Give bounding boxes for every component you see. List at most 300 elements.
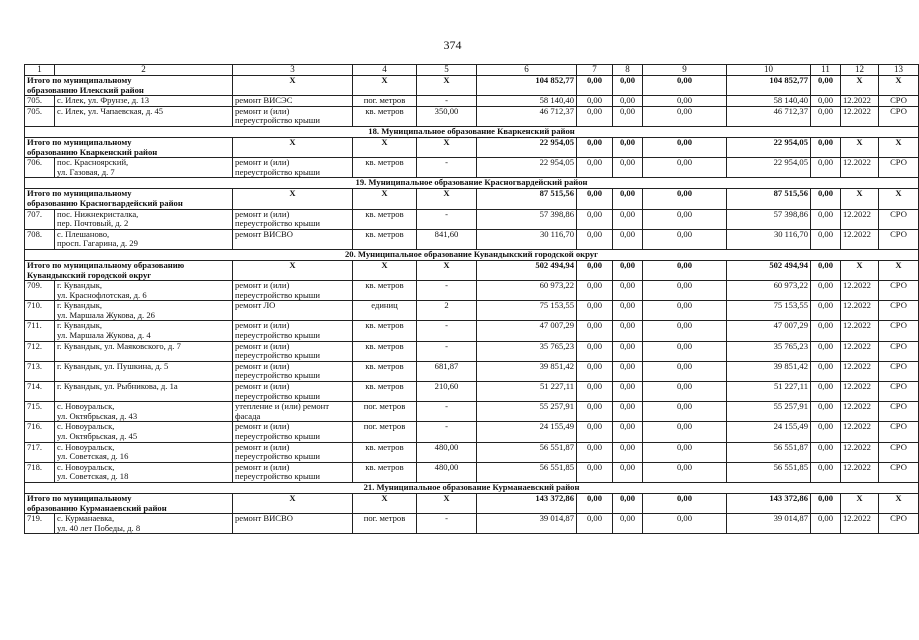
work-type-cell: ремонт ЛО bbox=[233, 301, 353, 321]
row-number-cell: 714. bbox=[25, 382, 55, 402]
table-cell: 35 765,23 bbox=[727, 341, 811, 361]
subtotal-cell: 0,00 bbox=[643, 137, 727, 157]
column-number-cell: 9 bbox=[643, 65, 727, 76]
subtotal-cell: 0,00 bbox=[613, 260, 643, 280]
table-cell: кв. метров bbox=[353, 382, 417, 402]
table-cell: 0,00 bbox=[613, 96, 643, 107]
address-cell: с. Илек, ул. Фрунзе, д. 13 bbox=[55, 96, 233, 107]
work-type-cell: ремонт и (или) переустройство крыши bbox=[233, 382, 353, 402]
table-cell: кв. метров bbox=[353, 361, 417, 381]
subtotal-cell: 0,00 bbox=[811, 260, 841, 280]
subtotal-cell: 0,00 bbox=[643, 493, 727, 513]
table-cell: 0,00 bbox=[613, 229, 643, 249]
column-number-cell: 1 bbox=[25, 65, 55, 76]
table-cell: 39 014,87 bbox=[477, 514, 577, 534]
table-row bbox=[25, 442, 919, 462]
subtotal-cell: Х bbox=[353, 189, 417, 209]
table-cell: - bbox=[417, 402, 477, 422]
table-cell: СРО bbox=[879, 422, 919, 442]
table-cell: 0,00 bbox=[613, 462, 643, 482]
table-cell: 12.2022 bbox=[841, 402, 879, 422]
table-cell: 0,00 bbox=[643, 462, 727, 482]
subtotal-cell: Х bbox=[417, 260, 477, 280]
table-cell: 12.2022 bbox=[841, 209, 879, 229]
table-cell: 0,00 bbox=[613, 514, 643, 534]
subtotal-cell: Х bbox=[353, 260, 417, 280]
table-cell: - bbox=[417, 281, 477, 301]
subtotal-cell: Х bbox=[879, 189, 919, 209]
table-cell: 0,00 bbox=[577, 514, 613, 534]
column-number-cell: 2 bbox=[55, 65, 233, 76]
table-cell: 51 227,11 bbox=[727, 382, 811, 402]
table-cell: 55 257,91 bbox=[727, 402, 811, 422]
table-cell: 0,00 bbox=[577, 422, 613, 442]
subtotal-row bbox=[25, 137, 919, 157]
table-cell: 0,00 bbox=[811, 96, 841, 107]
section-title: 18. Муниципальное образование Кваркенский район bbox=[25, 126, 919, 137]
table-cell: 0,00 bbox=[811, 158, 841, 178]
address-cell: пос. Красноярский, ул. Газовая, д. 7 bbox=[55, 158, 233, 178]
work-type-cell: ремонт и (или) переустройство крыши bbox=[233, 209, 353, 229]
table-cell: - bbox=[417, 514, 477, 534]
work-type-cell: ремонт ВИСЭС bbox=[233, 96, 353, 107]
table-cell: - bbox=[417, 96, 477, 107]
table-cell: 0,00 bbox=[643, 442, 727, 462]
table-cell: 0,00 bbox=[643, 96, 727, 107]
table-cell: кв. метров bbox=[353, 442, 417, 462]
work-type-cell: ремонт и (или) переустройство крыши bbox=[233, 106, 353, 126]
table-cell: 0,00 bbox=[613, 209, 643, 229]
address-cell: с. Новоуральск, ул. Советская, д. 18 bbox=[55, 462, 233, 482]
column-number-cell: 6 bbox=[477, 65, 577, 76]
subtotal-cell: 0,00 bbox=[613, 189, 643, 209]
table-cell: СРО bbox=[879, 301, 919, 321]
table-cell: кв. метров bbox=[353, 209, 417, 229]
table-cell: пог. метров bbox=[353, 422, 417, 442]
table-cell: 12.2022 bbox=[841, 382, 879, 402]
table-cell: 60 973,22 bbox=[727, 281, 811, 301]
table-cell: СРО bbox=[879, 462, 919, 482]
address-cell: пос. Нижнекристалка, пер. Почтовый, д. 2 bbox=[55, 209, 233, 229]
subtotal-cell: Х bbox=[879, 137, 919, 157]
table-cell: 0,00 bbox=[643, 382, 727, 402]
work-type-cell: ремонт и (или) переустройство крыши bbox=[233, 321, 353, 341]
row-number-cell: 706. bbox=[25, 158, 55, 178]
table-cell: - bbox=[417, 209, 477, 229]
table-cell: 0,00 bbox=[577, 158, 613, 178]
column-number-cell: 4 bbox=[353, 65, 417, 76]
table-cell: единиц bbox=[353, 301, 417, 321]
subtotal-cell: Х bbox=[879, 493, 919, 513]
table-cell: пог. метров bbox=[353, 514, 417, 534]
table-cell: 75 153,55 bbox=[727, 301, 811, 321]
table-cell: 0,00 bbox=[613, 422, 643, 442]
table-cell: 12.2022 bbox=[841, 321, 879, 341]
table-cell: кв. метров bbox=[353, 321, 417, 341]
subtotal-cell: 0,00 bbox=[577, 189, 613, 209]
table-cell: 0,00 bbox=[577, 96, 613, 107]
table-cell: 0,00 bbox=[613, 402, 643, 422]
subtotal-cell: 22 954,05 bbox=[477, 137, 577, 157]
table-cell: 480,00 bbox=[417, 462, 477, 482]
table-cell: 35 765,23 bbox=[477, 341, 577, 361]
work-type-cell: ремонт и (или) переустройство крыши bbox=[233, 361, 353, 381]
table-cell: 0,00 bbox=[613, 341, 643, 361]
column-number-cell: 13 bbox=[879, 65, 919, 76]
table-row bbox=[25, 106, 919, 126]
table-cell: 0,00 bbox=[811, 301, 841, 321]
subtotal-cell: Х bbox=[353, 493, 417, 513]
table-cell: 0,00 bbox=[811, 442, 841, 462]
subtotal-label: Итого по муниципальному образованию Илекский район bbox=[25, 76, 233, 96]
work-type-cell: ремонт ВИСВО bbox=[233, 229, 353, 249]
table-cell: 0,00 bbox=[643, 514, 727, 534]
table-cell: СРО bbox=[879, 321, 919, 341]
subtotal-cell: 87 515,56 bbox=[477, 189, 577, 209]
column-number-cell: 11 bbox=[811, 65, 841, 76]
table-cell: кв. метров bbox=[353, 341, 417, 361]
section-header-row bbox=[25, 482, 919, 493]
table-cell: кв. метров bbox=[353, 229, 417, 249]
table-cell: 24 155,49 bbox=[727, 422, 811, 442]
address-cell: с. Новоуральск, ул. Советская, д. 16 bbox=[55, 442, 233, 462]
table-cell: 0,00 bbox=[643, 106, 727, 126]
subtotal-cell: 0,00 bbox=[577, 493, 613, 513]
table-cell: 12.2022 bbox=[841, 422, 879, 442]
table-cell: 47 007,29 bbox=[477, 321, 577, 341]
column-number-cell: 10 bbox=[727, 65, 811, 76]
table-cell: 0,00 bbox=[643, 321, 727, 341]
address-cell: г. Кувандык, ул. Пушкина, д. 5 bbox=[55, 361, 233, 381]
table-cell: 12.2022 bbox=[841, 514, 879, 534]
table-cell: СРО bbox=[879, 361, 919, 381]
subtotal-cell: 0,00 bbox=[613, 493, 643, 513]
table-cell: 58 140,40 bbox=[477, 96, 577, 107]
table-cell: 0,00 bbox=[577, 301, 613, 321]
table-cell: 51 227,11 bbox=[477, 382, 577, 402]
work-type-cell: утепление и (или) ремонт фасада bbox=[233, 402, 353, 422]
table-cell: 60 973,22 bbox=[477, 281, 577, 301]
subtotal-cell: 0,00 bbox=[577, 76, 613, 96]
work-type-cell: ремонт ВИСВО bbox=[233, 514, 353, 534]
table-cell: 0,00 bbox=[613, 106, 643, 126]
table-cell: 22 954,05 bbox=[477, 158, 577, 178]
table-row bbox=[25, 321, 919, 341]
subtotal-cell: Х bbox=[417, 76, 477, 96]
subtotal-cell: Х bbox=[417, 493, 477, 513]
table-cell: 0,00 bbox=[577, 341, 613, 361]
table-cell: 210,60 bbox=[417, 382, 477, 402]
table-cell: 30 116,70 bbox=[477, 229, 577, 249]
subtotal-cell: Х bbox=[233, 260, 353, 280]
table-cell: 56 551,85 bbox=[727, 462, 811, 482]
table-cell: 24 155,49 bbox=[477, 422, 577, 442]
subtotal-cell: Х bbox=[841, 260, 879, 280]
table-row bbox=[25, 382, 919, 402]
address-cell: с. Новоуральск, ул. Октябрьская, д. 45 bbox=[55, 422, 233, 442]
subtotal-row bbox=[25, 493, 919, 513]
table-cell: кв. метров bbox=[353, 106, 417, 126]
subtotal-cell: 104 852,77 bbox=[477, 76, 577, 96]
table-cell: 12.2022 bbox=[841, 301, 879, 321]
table-cell: 39 014,87 bbox=[727, 514, 811, 534]
table-cell: - bbox=[417, 422, 477, 442]
subtotal-cell: Х bbox=[353, 76, 417, 96]
address-cell: с. Илек, ул. Чапаевская, д. 45 bbox=[55, 106, 233, 126]
table-row bbox=[25, 301, 919, 321]
table-cell: - bbox=[417, 341, 477, 361]
table-cell: кв. метров bbox=[353, 281, 417, 301]
table-row bbox=[25, 341, 919, 361]
table-cell: 22 954,05 bbox=[727, 158, 811, 178]
row-number-cell: 705. bbox=[25, 106, 55, 126]
subtotal-row bbox=[25, 189, 919, 209]
table-cell: 39 851,42 bbox=[477, 361, 577, 381]
table-row bbox=[25, 96, 919, 107]
table-cell: 12.2022 bbox=[841, 462, 879, 482]
table-cell: СРО bbox=[879, 514, 919, 534]
table-cell: 0,00 bbox=[577, 442, 613, 462]
table-cell: 0,00 bbox=[811, 341, 841, 361]
row-number-cell: 705. bbox=[25, 96, 55, 107]
page-number: 374 bbox=[443, 38, 462, 52]
subtotal-cell: 0,00 bbox=[577, 260, 613, 280]
table-cell: 12.2022 bbox=[841, 281, 879, 301]
row-number-cell: 712. bbox=[25, 341, 55, 361]
table-cell: 0,00 bbox=[643, 209, 727, 229]
table-cell: СРО bbox=[879, 382, 919, 402]
table-row bbox=[25, 514, 919, 534]
section-header-row bbox=[25, 178, 919, 189]
table-cell: 30 116,70 bbox=[727, 229, 811, 249]
row-number-cell: 713. bbox=[25, 361, 55, 381]
subtotal-cell: Х bbox=[841, 493, 879, 513]
table-cell: 0,00 bbox=[613, 382, 643, 402]
table-cell: 58 140,40 bbox=[727, 96, 811, 107]
table-cell: 0,00 bbox=[577, 462, 613, 482]
table-cell: 0,00 bbox=[577, 321, 613, 341]
row-number-cell: 716. bbox=[25, 422, 55, 442]
table-cell: 0,00 bbox=[811, 106, 841, 126]
table-cell: 0,00 bbox=[577, 106, 613, 126]
table-cell: СРО bbox=[879, 158, 919, 178]
subtotal-label: Итого по муниципальному образованию Курманаевский район bbox=[25, 493, 233, 513]
subtotal-cell: Х bbox=[233, 189, 353, 209]
table-row bbox=[25, 402, 919, 422]
subtotal-row bbox=[25, 260, 919, 280]
table-cell: 12.2022 bbox=[841, 361, 879, 381]
section-title: 19. Муниципальное образование Красногвардейский район bbox=[25, 178, 919, 189]
table-cell: 841,60 bbox=[417, 229, 477, 249]
address-cell: г. Кувандык, ул. Маяковского, д. 7 bbox=[55, 341, 233, 361]
subtotal-cell: Х bbox=[233, 493, 353, 513]
row-number-cell: 717. bbox=[25, 442, 55, 462]
column-number-cell: 5 bbox=[417, 65, 477, 76]
table-cell: 46 712,37 bbox=[727, 106, 811, 126]
subtotal-row bbox=[25, 76, 919, 96]
subtotal-cell: Х bbox=[841, 137, 879, 157]
table-cell: пог. метров bbox=[353, 402, 417, 422]
row-number-cell: 719. bbox=[25, 514, 55, 534]
section-header-row bbox=[25, 126, 919, 137]
address-cell: с. Курманаевка, ул. 40 лет Победы, д. 8 bbox=[55, 514, 233, 534]
table-cell: 0,00 bbox=[811, 321, 841, 341]
subtotal-cell: Х bbox=[417, 137, 477, 157]
subtotal-cell: 0,00 bbox=[613, 137, 643, 157]
address-cell: г. Кувандык, ул. Краснофлотская, д. 6 bbox=[55, 281, 233, 301]
table-cell: 57 398,86 bbox=[477, 209, 577, 229]
subtotal-cell: 0,00 bbox=[811, 493, 841, 513]
capital-repair-table bbox=[24, 64, 919, 534]
work-type-cell: ремонт и (или) переустройство крыши bbox=[233, 341, 353, 361]
table-cell: 0,00 bbox=[577, 402, 613, 422]
subtotal-cell: 87 515,56 bbox=[727, 189, 811, 209]
subtotal-cell: 0,00 bbox=[643, 260, 727, 280]
table-cell: 0,00 bbox=[613, 158, 643, 178]
table-row bbox=[25, 281, 919, 301]
table-cell: 56 551,85 bbox=[477, 462, 577, 482]
table-cell: СРО bbox=[879, 442, 919, 462]
table-cell: 0,00 bbox=[643, 402, 727, 422]
subtotal-cell: Х bbox=[233, 137, 353, 157]
table-cell: 2 bbox=[417, 301, 477, 321]
table-cell: 12.2022 bbox=[841, 158, 879, 178]
subtotal-cell: Х bbox=[879, 260, 919, 280]
table-cell: 0,00 bbox=[613, 281, 643, 301]
table-cell: 681,87 bbox=[417, 361, 477, 381]
table-cell: СРО bbox=[879, 402, 919, 422]
table-cell: 0,00 bbox=[577, 382, 613, 402]
table-cell: 0,00 bbox=[811, 462, 841, 482]
table-cell: 0,00 bbox=[643, 158, 727, 178]
table-cell: 0,00 bbox=[811, 229, 841, 249]
table-row bbox=[25, 422, 919, 442]
row-number-cell: 715. bbox=[25, 402, 55, 422]
table-cell: СРО bbox=[879, 209, 919, 229]
address-cell: г. Кувандык, ул. Маршала Жукова, д. 26 bbox=[55, 301, 233, 321]
subtotal-cell: 0,00 bbox=[577, 137, 613, 157]
work-type-cell: ремонт и (или) переустройство крыши bbox=[233, 422, 353, 442]
section-header-row bbox=[25, 249, 919, 260]
subtotal-cell: 0,00 bbox=[643, 189, 727, 209]
table-cell: 46 712,37 bbox=[477, 106, 577, 126]
table-cell: 75 153,55 bbox=[477, 301, 577, 321]
subtotal-cell: 0,00 bbox=[811, 189, 841, 209]
table-cell: 0,00 bbox=[643, 301, 727, 321]
subtotal-cell: Х bbox=[353, 137, 417, 157]
subtotal-cell: 143 372,86 bbox=[477, 493, 577, 513]
table-cell: 0,00 bbox=[811, 382, 841, 402]
table-cell: - bbox=[417, 321, 477, 341]
work-type-cell: ремонт и (или) переустройство крыши bbox=[233, 158, 353, 178]
subtotal-cell: 0,00 bbox=[613, 76, 643, 96]
table-cell: 56 551,87 bbox=[727, 442, 811, 462]
table-cell: 0,00 bbox=[643, 229, 727, 249]
table-cell: 0,00 bbox=[643, 422, 727, 442]
table-row bbox=[25, 361, 919, 381]
table-cell: 0,00 bbox=[577, 281, 613, 301]
subtotal-label: Итого по муниципальному образованию Красногвардейский район bbox=[25, 189, 233, 209]
row-number-cell: 709. bbox=[25, 281, 55, 301]
table-cell: 0,00 bbox=[613, 301, 643, 321]
column-number-cell: 8 bbox=[613, 65, 643, 76]
table-cell: 12.2022 bbox=[841, 341, 879, 361]
row-number-cell: 708. bbox=[25, 229, 55, 249]
table-cell: 350,00 bbox=[417, 106, 477, 126]
address-cell: г. Кувандык, ул. Рыбникова, д. 1а bbox=[55, 382, 233, 402]
row-number-cell: 710. bbox=[25, 301, 55, 321]
table-cell: 0,00 bbox=[577, 209, 613, 229]
subtotal-cell: 104 852,77 bbox=[727, 76, 811, 96]
table-cell: 39 851,42 bbox=[727, 361, 811, 381]
table-cell: СРО bbox=[879, 229, 919, 249]
table-cell: 12.2022 bbox=[841, 229, 879, 249]
subtotal-cell: 0,00 bbox=[643, 76, 727, 96]
table-cell: кв. метров bbox=[353, 462, 417, 482]
table-cell: кв. метров bbox=[353, 158, 417, 178]
subtotal-cell: 0,00 bbox=[811, 137, 841, 157]
table-row bbox=[25, 209, 919, 229]
table-cell: 12.2022 bbox=[841, 442, 879, 462]
subtotal-cell: 22 954,05 bbox=[727, 137, 811, 157]
table-row bbox=[25, 462, 919, 482]
table-cell: 12.2022 bbox=[841, 106, 879, 126]
section-title: 21. Муниципальное образование Курманаевский район bbox=[25, 482, 919, 493]
table-cell: 0,00 bbox=[613, 361, 643, 381]
table-cell: 0,00 bbox=[811, 514, 841, 534]
subtotal-cell: Х bbox=[233, 76, 353, 96]
subtotal-cell: Х bbox=[841, 76, 879, 96]
table-cell: 47 007,29 bbox=[727, 321, 811, 341]
table-cell: 56 551,87 bbox=[477, 442, 577, 462]
table-cell: 0,00 bbox=[811, 402, 841, 422]
work-type-cell: ремонт и (или) переустройство крыши bbox=[233, 281, 353, 301]
subtotal-cell: Х bbox=[841, 189, 879, 209]
section-title: 20. Муниципальное образование Кувандыкский городской округ bbox=[25, 249, 919, 260]
table-row bbox=[25, 158, 919, 178]
table-cell: 55 257,91 bbox=[477, 402, 577, 422]
table-row bbox=[25, 229, 919, 249]
subtotal-cell: Х bbox=[417, 189, 477, 209]
table-cell: 0,00 bbox=[643, 281, 727, 301]
subtotal-label: Итого по муниципальному образованию Кваркенский район bbox=[25, 137, 233, 157]
table-body bbox=[25, 65, 919, 534]
table-cell: 0,00 bbox=[643, 341, 727, 361]
table-cell: 0,00 bbox=[811, 361, 841, 381]
table-cell: СРО bbox=[879, 96, 919, 107]
table-cell: пог. метров bbox=[353, 96, 417, 107]
table-cell: 57 398,86 bbox=[727, 209, 811, 229]
table-cell: 480,00 bbox=[417, 442, 477, 462]
subtotal-cell: Х bbox=[879, 76, 919, 96]
column-number-cell: 3 bbox=[233, 65, 353, 76]
work-type-cell: ремонт и (или) переустройство крыши bbox=[233, 462, 353, 482]
table-cell: - bbox=[417, 158, 477, 178]
address-cell: г. Кувандык, ул. Маршала Жукова, д. 4 bbox=[55, 321, 233, 341]
subtotal-cell: 143 372,86 bbox=[727, 493, 811, 513]
subtotal-cell: 502 494,94 bbox=[727, 260, 811, 280]
table-cell: 0,00 bbox=[613, 321, 643, 341]
table-cell: 0,00 bbox=[643, 361, 727, 381]
table-cell: СРО bbox=[879, 106, 919, 126]
table-cell: 12.2022 bbox=[841, 96, 879, 107]
address-cell: с. Новоуральск, ул. Октябрьская, д. 43 bbox=[55, 402, 233, 422]
subtotal-cell: 0,00 bbox=[811, 76, 841, 96]
row-number-cell: 718. bbox=[25, 462, 55, 482]
column-number-row bbox=[25, 65, 919, 76]
table-cell: СРО bbox=[879, 341, 919, 361]
row-number-cell: 711. bbox=[25, 321, 55, 341]
